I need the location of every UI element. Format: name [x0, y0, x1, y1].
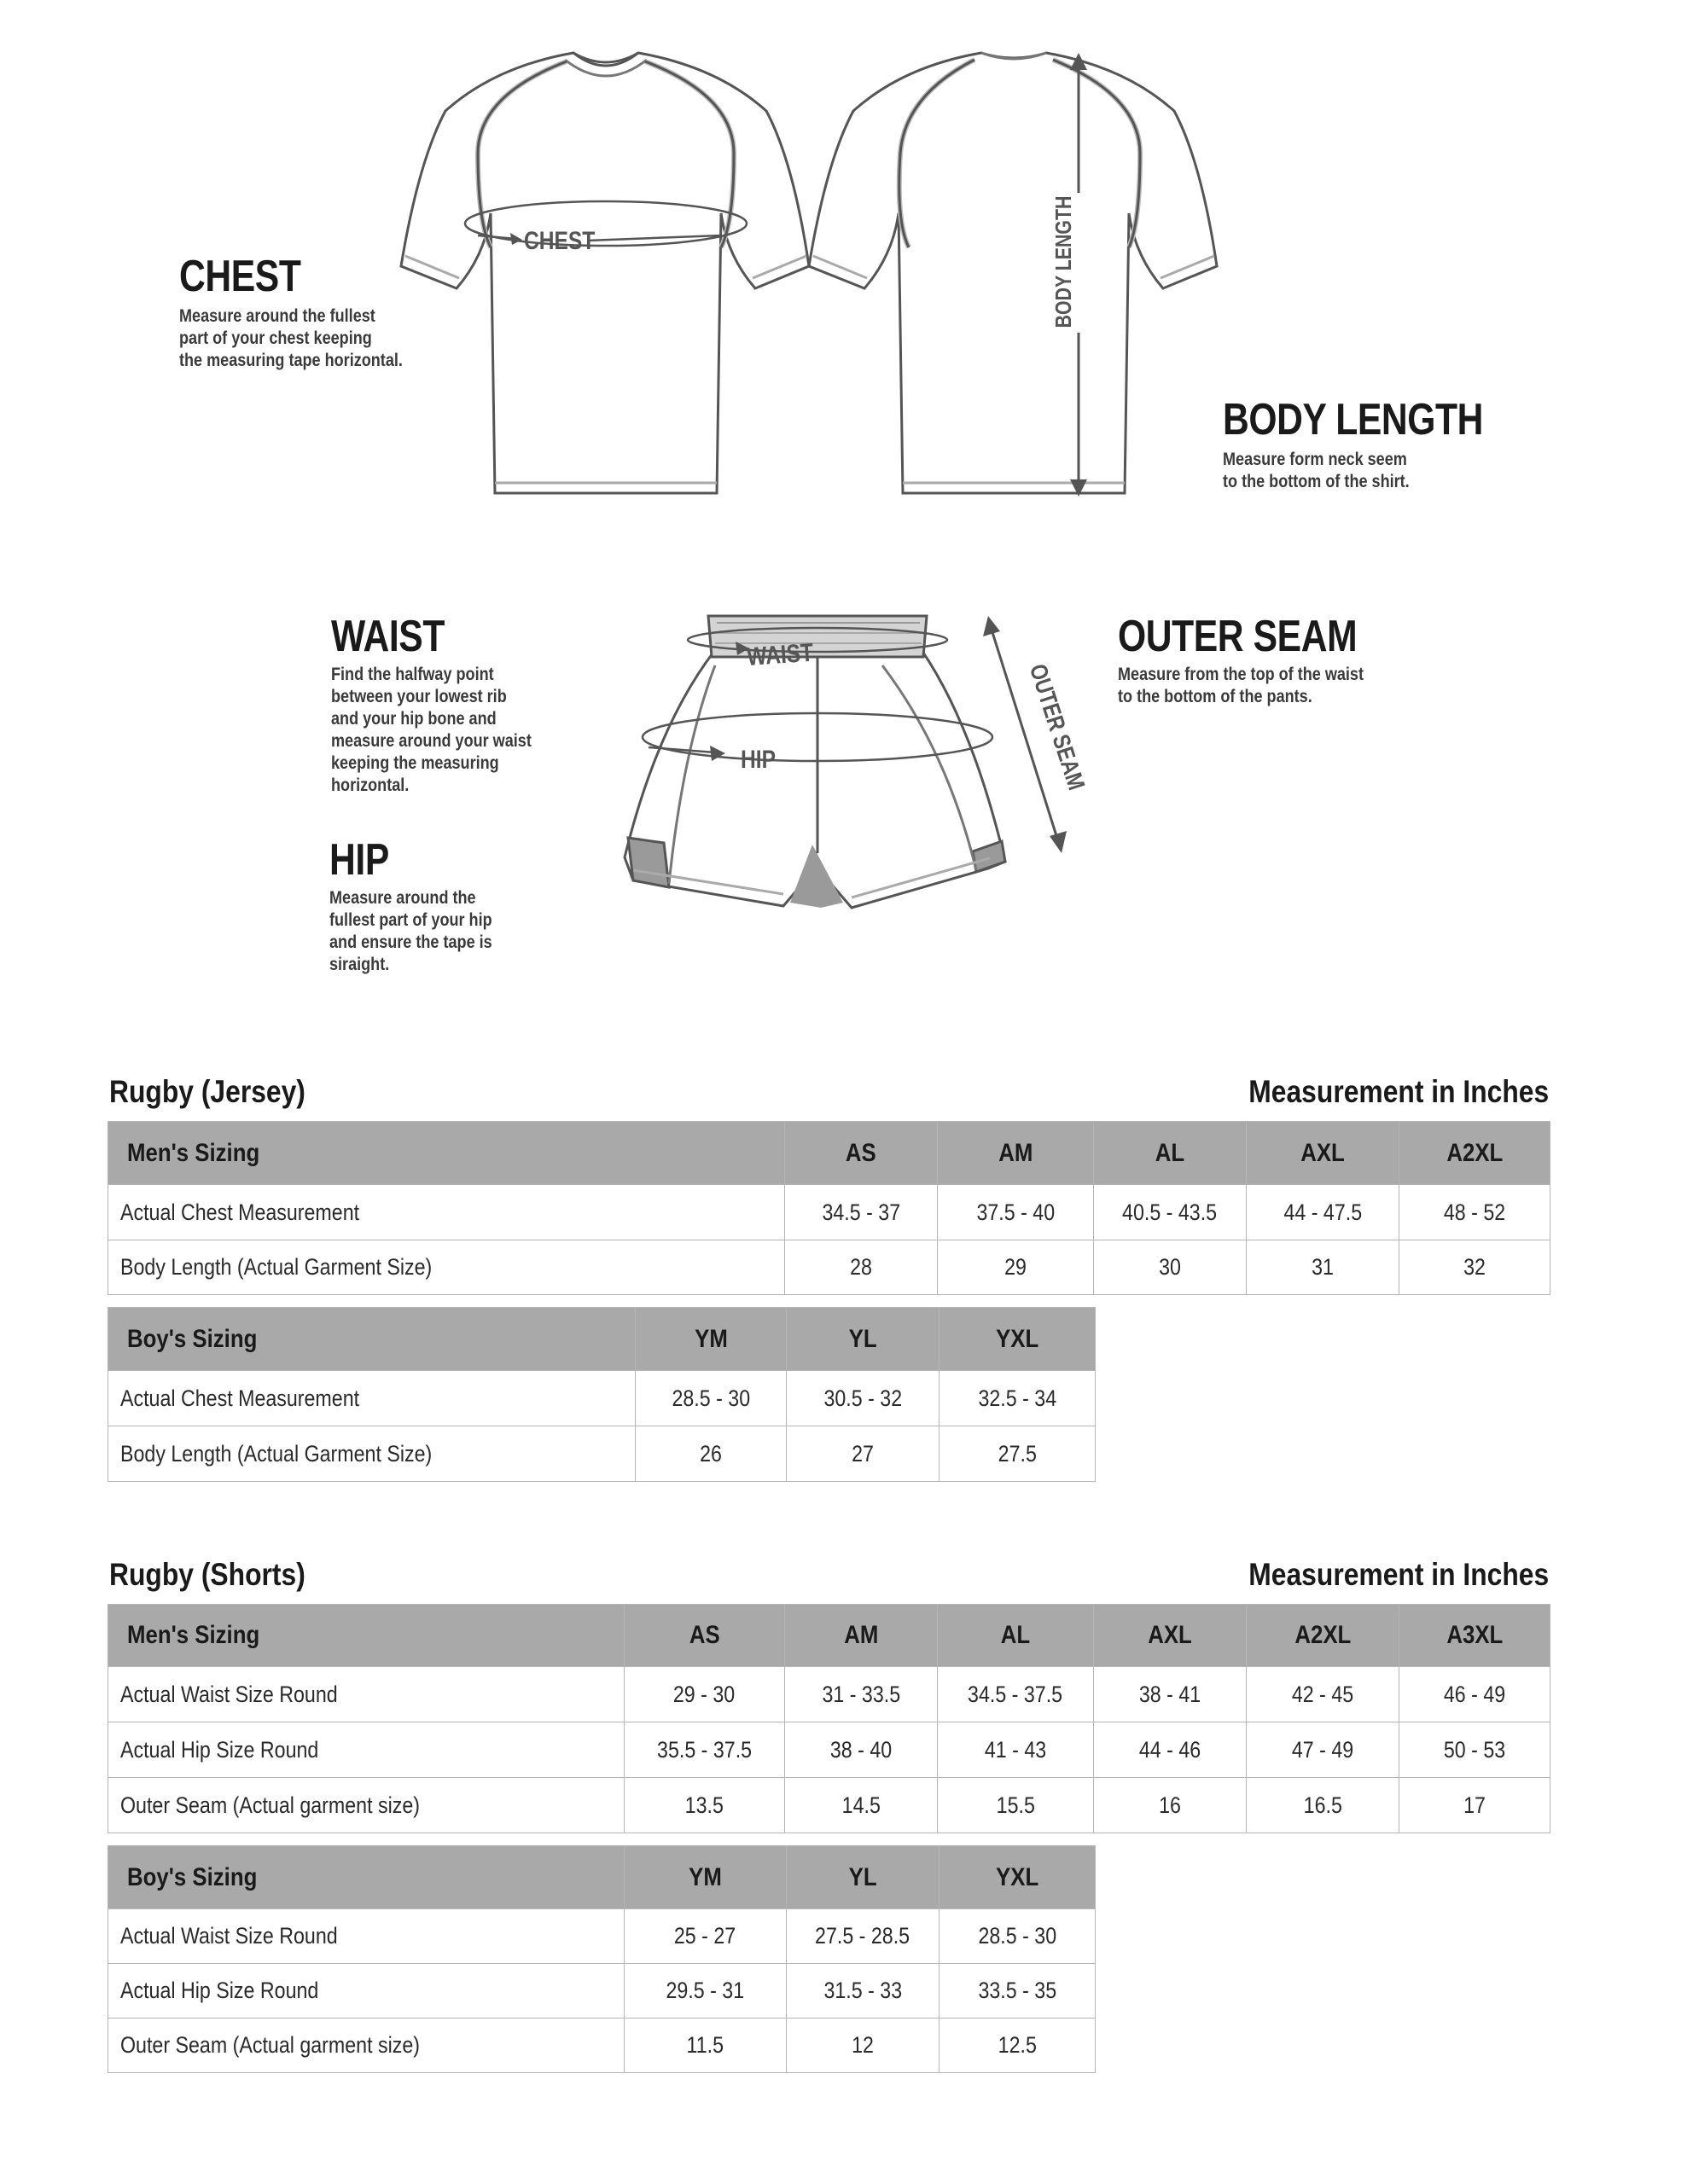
chest-title: CHEST: [179, 252, 301, 301]
jersey-mens-table: [108, 1121, 1550, 1295]
measurement-value-cell: 30.5 - 32: [787, 1371, 939, 1426]
size-header-cell: AXL: [1094, 1605, 1247, 1667]
measurement-value-cell: 38 - 41: [1094, 1667, 1247, 1722]
measurement-label-cell: Actual Hip Size Round: [108, 1964, 625, 2018]
measurement-value-cell: 41 - 43: [938, 1722, 1094, 1778]
measurement-value-cell: 50 - 53: [1399, 1722, 1550, 1778]
size-header-cell: YL: [787, 1846, 939, 1909]
waist-title: WAIST: [331, 612, 445, 661]
table-header-row: [108, 1308, 1096, 1371]
hip-diagram-label: HIP: [741, 744, 776, 774]
measurement-value-cell: 28.5 - 30: [939, 1909, 1096, 1964]
body-length-diagram-label: BODY LENGTH: [1051, 195, 1077, 328]
size-header-cell: A2XL: [1247, 1605, 1399, 1667]
table-row: [108, 1722, 1550, 1778]
table-row: [108, 1667, 1550, 1722]
shorts-diagram: [0, 0, 1687, 938]
hip-description: Measure around the fullest part of your hip and ensure the tape is siraight.: [329, 888, 492, 974]
measurement-value-cell: 33.5 - 35: [939, 1964, 1096, 2018]
size-header-cell: AM: [938, 1122, 1094, 1185]
size-header-cell: YM: [636, 1308, 787, 1371]
measurement-value-cell: 15.5: [938, 1778, 1094, 1833]
size-header-cell: YXL: [939, 1308, 1096, 1371]
measurement-value-cell: 16.5: [1247, 1778, 1399, 1833]
measurement-value-cell: 38 - 40: [785, 1722, 938, 1778]
measurement-value-cell: 34.5 - 37: [785, 1185, 938, 1240]
measurement-label-cell: Body Length (Actual Garment Size): [108, 1240, 785, 1295]
measurement-value-cell: 28: [785, 1240, 938, 1295]
jersey-unit-label: Measurement in Inches: [1248, 1074, 1549, 1109]
measurement-value-cell: 47 - 49: [1247, 1722, 1399, 1778]
size-header-cell: AS: [625, 1605, 785, 1667]
measurement-value-cell: 32: [1399, 1240, 1550, 1295]
table-row: [108, 2018, 1096, 2073]
measurement-label-cell: Actual Chest Measurement: [108, 1185, 785, 1240]
hip-title: HIP: [329, 835, 389, 885]
measurement-value-cell: 40.5 - 43.5: [1094, 1185, 1247, 1240]
measurement-value-cell: 29.5 - 31: [625, 1964, 787, 2018]
measurement-label-cell: Outer Seam (Actual garment size): [108, 2018, 625, 2073]
measurement-value-cell: 44 - 46: [1094, 1722, 1247, 1778]
shorts-section-title: Rugby (Shorts): [109, 1557, 305, 1592]
measurement-label-cell: Actual Waist Size Round: [108, 1667, 625, 1722]
size-header-cell: AL: [938, 1605, 1094, 1667]
size-header-cell: AS: [785, 1122, 938, 1185]
sizing-header-cell: Men's Sizing: [108, 1122, 785, 1185]
size-header-cell: AM: [785, 1605, 938, 1667]
measurement-label-cell: Actual Hip Size Round: [108, 1722, 625, 1778]
waist-diagram-label: WAIST: [746, 637, 815, 671]
measurement-value-cell: 27.5 - 28.5: [787, 1909, 939, 1964]
table-row: [108, 1909, 1096, 1964]
table-row: [108, 1778, 1550, 1833]
outer-seam-arrow-top: [983, 616, 1000, 636]
chest-diagram-label: CHEST: [524, 225, 596, 255]
sizing-header-cell: Boy's Sizing: [108, 1846, 625, 1909]
measurement-value-cell: 31: [1247, 1240, 1399, 1295]
table-header-row: [108, 1846, 1096, 1909]
body-length-description: Measure form neck seem to the bottom of the shirt.: [1223, 450, 1410, 491]
measurement-value-cell: 27.5: [939, 1426, 1096, 1482]
measurement-value-cell: 16: [1094, 1778, 1247, 1833]
sizing-header-cell: Men's Sizing: [108, 1605, 625, 1667]
outer-seam-diagram-label: OUTER SEAM: [1024, 660, 1090, 793]
size-header-cell: A3XL: [1399, 1605, 1550, 1667]
table-row: [108, 1371, 1096, 1426]
table-header-row: [108, 1122, 1550, 1185]
measurement-value-cell: 42 - 45: [1247, 1667, 1399, 1722]
size-header-cell: A2XL: [1399, 1122, 1550, 1185]
measurement-value-cell: 31.5 - 33: [787, 1964, 939, 2018]
sizing-header-cell: Boy's Sizing: [108, 1308, 636, 1371]
size-header-cell: AL: [1094, 1122, 1247, 1185]
table-row: [108, 1426, 1096, 1482]
measurement-value-cell: 13.5: [625, 1778, 785, 1833]
chest-description: Measure around the fullest part of your chest keeping the measuring tape horizontal.: [179, 306, 403, 370]
measurement-value-cell: 32.5 - 34: [939, 1371, 1096, 1426]
size-header-cell: YL: [787, 1308, 939, 1371]
outer-seam-title: OUTER SEAM: [1118, 612, 1358, 661]
measurement-label-cell: Outer Seam (Actual garment size): [108, 1778, 625, 1833]
table-header-row: [108, 1605, 1550, 1667]
waist-description: Find the halfway point between your lowest rib and your hip bone and measure around your waist keeping the measuring horizontal.: [331, 665, 532, 795]
measurement-value-cell: 30: [1094, 1240, 1247, 1295]
shorts-boys-table: [108, 1845, 1096, 2073]
size-header-cell: YM: [625, 1846, 787, 1909]
measurement-value-cell: 28.5 - 30: [636, 1371, 787, 1426]
shorts-unit-label: Measurement in Inches: [1248, 1557, 1549, 1592]
size-header-cell: YXL: [939, 1846, 1096, 1909]
measurement-value-cell: 34.5 - 37.5: [938, 1667, 1094, 1722]
measurement-value-cell: 25 - 27: [625, 1909, 787, 1964]
measurement-value-cell: 11.5: [625, 2018, 787, 2073]
measurement-value-cell: 35.5 - 37.5: [625, 1722, 785, 1778]
measurement-value-cell: 31 - 33.5: [785, 1667, 938, 1722]
measurement-value-cell: 14.5: [785, 1778, 938, 1833]
measurement-value-cell: 29 - 30: [625, 1667, 785, 1722]
measurement-value-cell: 12.5: [939, 2018, 1096, 2073]
measurement-label-cell: Actual Chest Measurement: [108, 1371, 636, 1426]
measurement-value-cell: 12: [787, 2018, 939, 2073]
measurement-value-cell: 37.5 - 40: [938, 1185, 1094, 1240]
table-row: [108, 1964, 1096, 2018]
outer-seam-arrow-bottom: [1050, 831, 1067, 853]
measurement-label-cell: Body Length (Actual Garment Size): [108, 1426, 636, 1482]
measurement-label-cell: Actual Waist Size Round: [108, 1909, 625, 1964]
table-row: [108, 1185, 1550, 1240]
measurement-value-cell: 29: [938, 1240, 1094, 1295]
size-header-cell: AXL: [1247, 1122, 1399, 1185]
measurement-value-cell: 46 - 49: [1399, 1667, 1550, 1722]
measurement-value-cell: 26: [636, 1426, 787, 1482]
table-row: [108, 1240, 1550, 1295]
outer-seam-description: Measure from the top of the waist to the bottom of the pants.: [1118, 665, 1364, 706]
body-length-title: BODY LENGTH: [1223, 395, 1484, 444]
measurement-value-cell: 44 - 47.5: [1247, 1185, 1399, 1240]
measurement-value-cell: 48 - 52: [1399, 1185, 1550, 1240]
jersey-section-title: Rugby (Jersey): [109, 1074, 305, 1109]
measurement-value-cell: 27: [787, 1426, 939, 1482]
measurement-value-cell: 17: [1399, 1778, 1550, 1833]
jersey-boys-table: [108, 1307, 1096, 1482]
shorts-mens-table: [108, 1604, 1550, 1833]
